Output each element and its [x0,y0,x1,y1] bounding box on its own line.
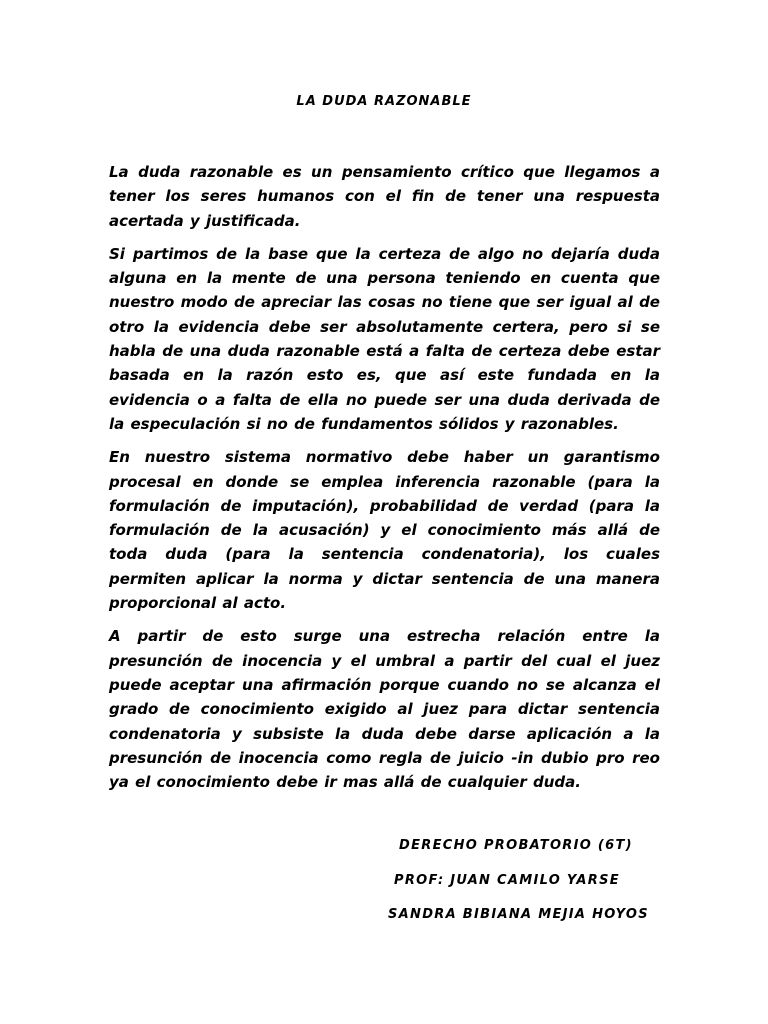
paragraph-1: La duda razonable es un pensamiento crítico que llegamos a tener los seres humanos con el fin de tener una respuesta acertada y justificada. [109,163,660,230]
paragraph-2: Si partimos de la base que la certeza de algo no dejaría duda alguna en la mente de una persona teniendo en cuenta que nuestro modo de apreciar las cosas no tiene que ser igual al de otro la evidencia debe ser absolutamente certera, pero si se habla de una duda razonable está a falta de certeza debe estar basada en la razón esto es, que así este fundada en la evidencia o a falta de ella no puede ser una duda derivada de la especulación si no de fundamentos sólidos y razonables. [109,244,660,433]
professor-name: PROF: JUAN CAMILO YARSE [394,873,620,888]
document-title: LA DUDA RAZONABLE [296,94,472,109]
student-name: SANDRA BIBIANA MEJIA HOYOS [388,907,649,922]
paragraph-4: A partir de esto surge una estrecha relación entre la presunción de inocencia y el umbral a partir del cual el juez puede aceptar una afirmación porque cuando no se alcanza el grado de conocimiento exigido al juez para dictar sentencia condenatoria y subsiste la duda debe darse aplicación a la presunción de inocencia como regla de juicio -in dubio pro reo ya el conocimiento debe ir mas allá de cualquier duda. [109,627,660,792]
course-name: DERECHO PROBATORIO (6T) [399,838,633,853]
paragraph-3: En nuestro sistema normativo debe haber un garantismo procesal en donde se emplea inferencia razonable (para la formulación de imputación), probabilidad de verdad (para la formulación de la acusación) y el conocimiento más allá de toda duda (para la sentencia condenatoria), los cuales permiten aplicar la norma y dictar sentencia de una manera proporcional al acto. [109,448,660,613]
document-body [109,160,660,803]
